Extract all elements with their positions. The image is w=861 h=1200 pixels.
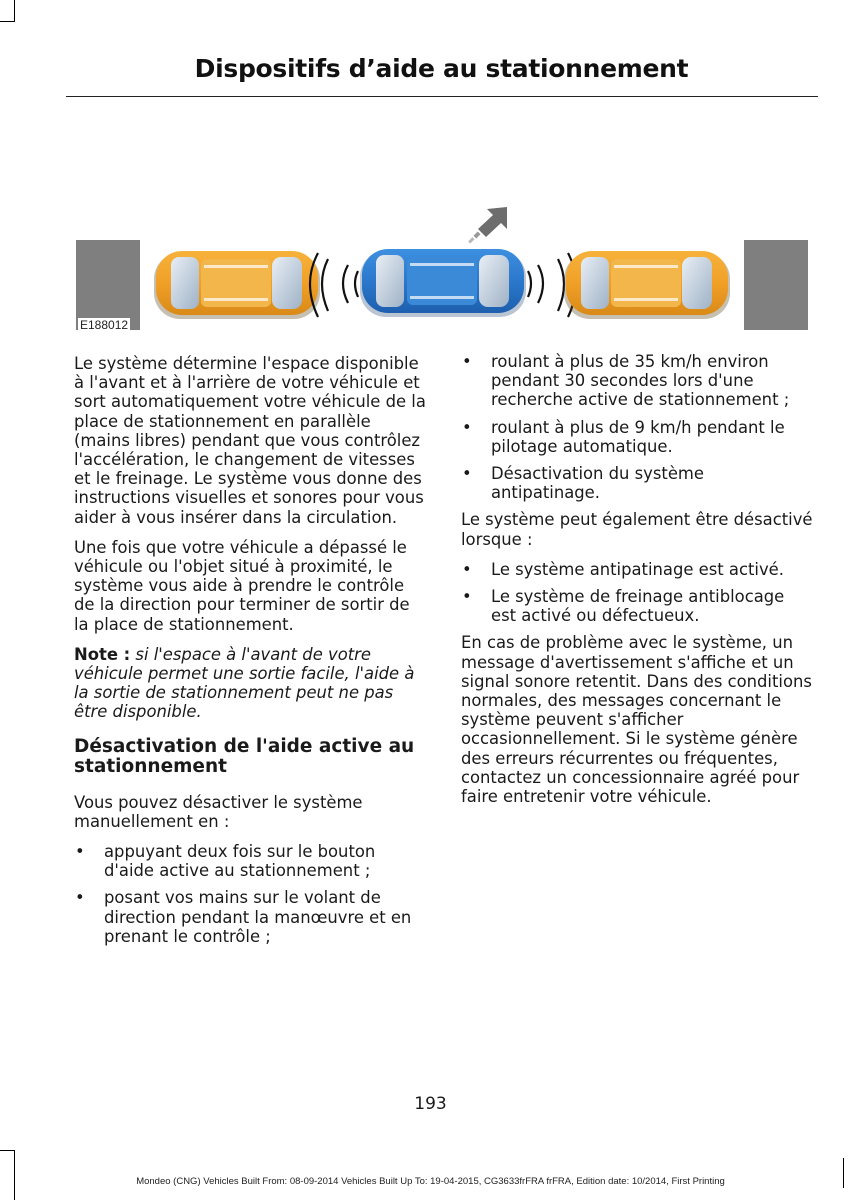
left-column <box>74 354 426 954</box>
note <box>74 645 426 722</box>
parked-car-front <box>564 251 730 319</box>
bullet-icon: • <box>462 464 472 484</box>
list-item: • roulant à plus de 9 km/h pendant le pilotage automatique. <box>462 417 785 456</box>
list-item: • appuyant deux fois sur le bouton d'aide active au stationnement ; <box>75 842 376 881</box>
bullet-icon: • <box>462 417 472 437</box>
parked-car-rear <box>154 251 320 319</box>
page-title: Dispositifs d’aide au stationnement <box>194 54 689 83</box>
note-label: Note : <box>74 644 131 664</box>
list-item: • Le système de freinage antiblocage est activé ou défectueux. <box>462 587 785 626</box>
crop-mark-bottom-left-h <box>0 1150 15 1151</box>
page-number: 193 <box>414 1094 447 1114</box>
auto-deactivation-list <box>461 560 813 626</box>
deactivation-list-continued <box>461 352 813 502</box>
bullet-icon: • <box>75 888 85 908</box>
paragraph-intro: Le système détermine l'espace disponible à l'avant et à l'arrière de votre véhicule et sort automatiquement votre véhicule de la place de stationnement en parallèle (mains libres) pendant que vous contrôlez l'accélération, le changement de vitesses et le freinage. Le système vous donne des instructions visuelles et sonores pour vous aider à vous insérer dans la circulation. <box>74 354 426 527</box>
list-item: • Désactivation du système antipatinage. <box>462 464 704 503</box>
crop-mark-top-left <box>14 0 15 22</box>
list-item: • roulant à plus de 35 km/h environ pendant 30 secondes lors d'une recherche active de stationnement ; <box>462 352 790 410</box>
own-vehicle <box>360 249 526 317</box>
paragraph-steering: Une fois que votre véhicule a dépassé le véhicule ou l'objet situé à proximité, le système vous aide à prendre le contrôle de la direction pour terminer de sortir de la place de stationnement. <box>74 537 410 634</box>
right-column <box>461 352 813 817</box>
figure-label: E188012 <box>80 318 129 332</box>
footer: Mondeo (CNG) Vehicles Built From: 08-09-2014 Vehicles Built Up To: 19-04-2015, CG3633frFRA frFRA, Edition date: 10/2014, First Printing <box>136 1176 725 1187</box>
exit-arrow-icon <box>468 207 507 244</box>
deactivation-list <box>74 842 426 946</box>
section-heading: Désactivation de l'aide active au stationnement <box>74 735 415 777</box>
bullet-icon: • <box>462 587 472 607</box>
bullet-icon: • <box>462 352 472 371</box>
crop-mark-bottom-left <box>14 1150 15 1200</box>
paragraph-deactivate: Vous pouvez désactiver le système manuellement en : <box>74 792 363 831</box>
bullet-icon: • <box>75 842 85 862</box>
curb-right <box>744 240 808 330</box>
bullet-icon: • <box>462 559 472 579</box>
note-text: si l'espace à l'avant de votre véhicule permet une sortie facile, l'aide à la sortie de stationnement peut ne pas être disponible. <box>74 644 415 722</box>
header-rule <box>66 96 818 97</box>
paragraph-problem: En cas de problème avec le système, un message d'avertissement s'affiche et un signal sonore retentit. Dans des conditions normales, des messages concernant le système peuvent s'afficher occasionnellement. Si le système génère des erreurs récurrentes ou fréquentes, contactez un concessionnaire agréé pour faire entretenir votre véhicule. <box>461 633 812 807</box>
list-item: • Le système antipatinage est activé. <box>462 559 784 579</box>
parking-exit-illustration <box>76 195 811 340</box>
list-item: • posant vos mains sur le volant de direction pendant la manœuvre et en prenant le contrôle ; <box>75 888 412 946</box>
curb-left <box>76 240 140 330</box>
crop-mark-top-left-h <box>0 21 15 22</box>
paragraph-auto-deactivate: Le système peut également être désactivé lorsque : <box>461 510 813 549</box>
